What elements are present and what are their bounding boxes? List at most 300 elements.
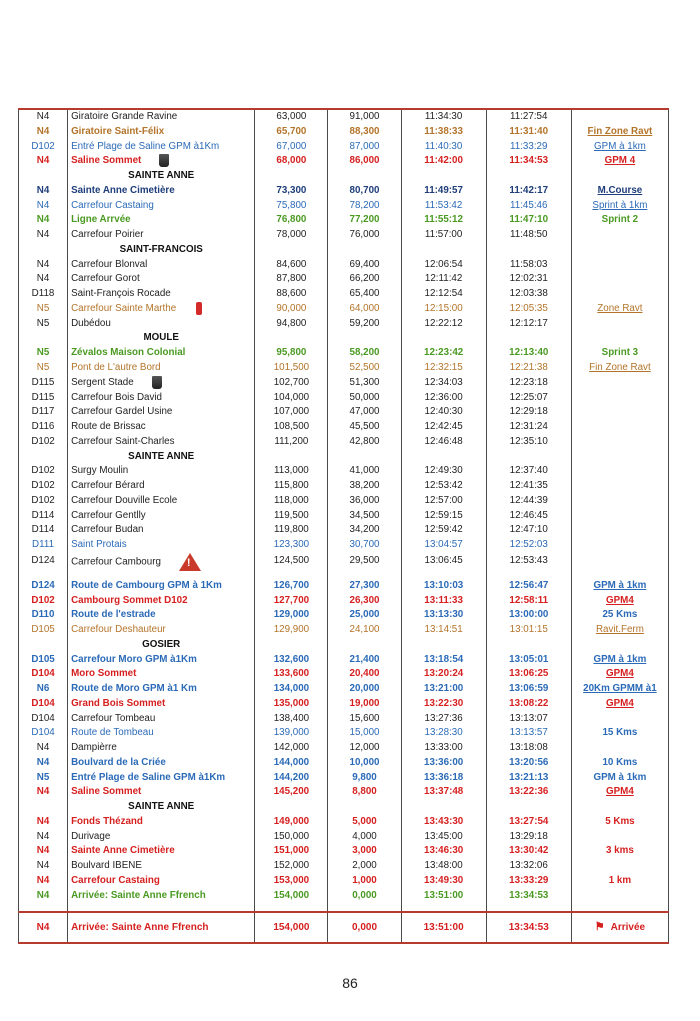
cell-t1: 13:13:30 xyxy=(424,609,464,621)
cell-km1: 145,200 xyxy=(273,786,310,798)
table-row xyxy=(19,140,669,155)
cell-km2: 1,000 xyxy=(352,874,377,886)
cell-t1: 13:20:24 xyxy=(424,668,464,680)
cell-route: D115 xyxy=(31,391,55,403)
cell-note: M.Course xyxy=(597,184,643,196)
cell-km1: 127,700 xyxy=(273,594,310,606)
cell-t1: 12:36:00 xyxy=(424,391,463,403)
cell-note: GPM4 xyxy=(606,594,634,606)
cell-km2: 34,500 xyxy=(349,509,380,521)
cell-name: Durivage xyxy=(71,830,111,842)
cell-route: N4 xyxy=(36,860,50,872)
cell-t2: 13:21:13 xyxy=(509,771,549,783)
cell-route: D102 xyxy=(31,140,55,152)
cell-km2: 58,200 xyxy=(349,347,380,359)
cell-t2: 12:44:39 xyxy=(509,494,548,506)
cell-km2: 0,000 xyxy=(351,921,378,933)
cell-name: Route de l'estrade xyxy=(71,609,156,621)
cell-t2: 12:52:03 xyxy=(509,539,548,551)
cell-route: D102 xyxy=(31,465,55,477)
cell-name: Carrefour Gardel Usine xyxy=(71,406,173,418)
cell-km2: 29,500 xyxy=(349,555,380,567)
cell-route: N4 xyxy=(36,258,50,270)
cell-km2: 30,700 xyxy=(349,539,380,551)
cell-km2: 78,200 xyxy=(349,199,380,211)
cell-km2: 4,000 xyxy=(352,830,377,842)
cell-km2: 47,000 xyxy=(349,406,380,418)
cell-km2: 76,000 xyxy=(349,229,380,241)
cell-route: N5 xyxy=(36,302,50,314)
cell-km1: 108,500 xyxy=(273,421,310,433)
cell-t2: 12:35:10 xyxy=(509,435,548,447)
cell-note: Ravit.Ferm xyxy=(595,624,644,636)
finish-row xyxy=(19,912,669,943)
cell-route: D104 xyxy=(31,697,55,709)
cell-t2: 13:06:59 xyxy=(509,683,549,695)
cell-km1: 152,000 xyxy=(273,860,310,872)
cell-name: Carrefour Poirier xyxy=(71,229,144,241)
cell-name: MOULE xyxy=(143,332,179,344)
table-row xyxy=(19,199,669,214)
section-header-row xyxy=(19,169,669,184)
cell-km2: 0,000 xyxy=(352,889,377,901)
cell-t1: 11:38:33 xyxy=(424,125,463,137)
cell-t1: 13:51:00 xyxy=(423,921,464,933)
cell-note: Fin Zone Ravt xyxy=(587,125,653,137)
cell-name: Route de Cambourg GPM à 1Km xyxy=(71,579,222,591)
cell-t2: 11:42:17 xyxy=(509,184,549,196)
cell-name: Entré Plage de Saline GPM à1Km xyxy=(71,140,220,152)
table-row xyxy=(19,523,669,538)
cell-route: D118 xyxy=(31,288,55,300)
cell-t2: 11:31:40 xyxy=(509,125,549,137)
cell-note: 5 Kms xyxy=(605,815,635,827)
table-row xyxy=(19,420,669,435)
cell-note: GPM à 1km xyxy=(593,771,647,783)
cell-note: GPM4 xyxy=(606,668,634,680)
cell-km2: 88,300 xyxy=(349,125,380,137)
cell-km1: 111,200 xyxy=(274,435,309,447)
cell-t2: 11:33:29 xyxy=(510,140,548,152)
cell-t2: 11:45:46 xyxy=(510,199,548,211)
cell-t1: 12:22:12 xyxy=(424,317,463,329)
table-row xyxy=(19,830,669,845)
cell-t2: 13:34:53 xyxy=(509,889,549,901)
cell-route: D116 xyxy=(31,421,55,433)
cell-t2: 13:29:18 xyxy=(509,830,548,842)
cell-route: D105 xyxy=(31,653,55,665)
cell-t1: 12:46:48 xyxy=(424,435,463,447)
cell-name: Saline Sommet xyxy=(71,155,142,167)
cell-name: Route de Tombeau xyxy=(71,727,154,739)
spacer-row xyxy=(19,903,669,912)
table-row xyxy=(19,741,669,756)
cell-name: Carrefour Sainte Marthe xyxy=(71,302,177,314)
itinerary-body xyxy=(19,109,669,943)
cell-km2: 66,200 xyxy=(349,273,380,285)
cell-t1: 11:40:30 xyxy=(424,140,463,152)
cell-name: Dampièrre xyxy=(71,742,117,754)
cell-km1: 90,000 xyxy=(276,302,307,314)
cell-note: Zone Ravt xyxy=(597,302,643,314)
itinerary-table xyxy=(18,108,669,944)
cell-km1: 118,000 xyxy=(274,494,309,506)
cell-t1: 13:48:00 xyxy=(424,860,463,872)
cell-km2: 24,100 xyxy=(349,624,380,636)
cell-name: Route de Moro GPM à1 Km xyxy=(71,683,197,695)
cell-t2: 11:34:53 xyxy=(509,155,549,167)
cell-name: Surgy Moulin xyxy=(71,465,129,477)
cell-t1: 13:51:00 xyxy=(424,889,464,901)
cell-t2: 12:46:45 xyxy=(509,509,548,521)
cell-route: N4 xyxy=(36,199,50,211)
cell-km1: 65,700 xyxy=(276,125,307,137)
cell-km1: 153,000 xyxy=(273,874,310,886)
cell-route: D105 xyxy=(31,624,55,636)
cell-km1: 119,800 xyxy=(274,524,309,536)
table-row xyxy=(19,579,669,594)
cell-km2: 5,000 xyxy=(352,815,377,827)
cell-name: Arrivée: Sainte Anne Ffrench xyxy=(71,889,206,901)
section-header-row xyxy=(19,331,669,346)
cell-t2: 12:31:24 xyxy=(509,421,548,433)
warning-icon xyxy=(179,553,201,571)
cell-note: GPM 4 xyxy=(604,155,636,167)
cell-note: GPM4 xyxy=(606,786,634,798)
cell-km2: 36,000 xyxy=(349,494,380,506)
cell-route: N5 xyxy=(36,317,50,329)
cell-km2: 87,000 xyxy=(349,140,380,152)
cell-name: Carrefour Castaing xyxy=(71,199,154,211)
cell-t2: 13:08:22 xyxy=(509,697,549,709)
cell-t1: 13:21:00 xyxy=(424,683,464,695)
cell-km2: 12,000 xyxy=(349,742,380,754)
cell-t2: 13:30:42 xyxy=(509,845,549,857)
table-row xyxy=(19,874,669,889)
cell-km2: 2,000 xyxy=(352,860,377,872)
table-row xyxy=(19,317,669,332)
cell-km1: 107,000 xyxy=(273,406,310,418)
cell-route: D111 xyxy=(32,539,55,551)
cell-t2: 13:13:07 xyxy=(509,712,548,724)
cell-km2: 77,200 xyxy=(349,214,380,226)
cell-km2: 51,300 xyxy=(349,376,380,388)
cell-km1: 144,000 xyxy=(273,756,310,768)
cell-note: Sprint 3 xyxy=(601,347,639,359)
cell-t1: 12:49:30 xyxy=(424,465,463,477)
cell-t2: 13:18:08 xyxy=(509,742,548,754)
cell-t1: 13:27:36 xyxy=(424,712,463,724)
table-row xyxy=(19,213,669,228)
table-row xyxy=(19,653,669,668)
cell-route: D102 xyxy=(31,480,55,492)
cell-km1: 84,600 xyxy=(276,258,307,270)
cell-t2: 13:05:01 xyxy=(509,653,549,665)
cell-km1: 88,600 xyxy=(276,288,307,300)
cell-t2: 11:58:03 xyxy=(510,258,548,270)
cell-name: Carrefour Deshauteur xyxy=(71,624,166,636)
cell-t2: 12:53:43 xyxy=(509,555,548,567)
cell-km2: 69,400 xyxy=(349,258,380,270)
cell-route: D104 xyxy=(31,668,55,680)
cell-km1: 126,700 xyxy=(273,579,310,591)
cell-name: Pont de L'autre Bord xyxy=(71,361,161,373)
trash-bin-icon xyxy=(152,376,162,389)
cell-km1: 149,000 xyxy=(273,815,310,827)
cell-km1: 135,000 xyxy=(273,697,310,709)
cell-km2: 10,000 xyxy=(349,756,380,768)
cell-route: N4 xyxy=(36,184,50,196)
section-header-row xyxy=(19,243,669,258)
cell-t1: 12:23:42 xyxy=(424,347,464,359)
cell-km2: 59,200 xyxy=(349,317,380,329)
cell-route: N4 xyxy=(36,155,50,167)
table-row xyxy=(19,346,669,361)
cell-km1: 94,800 xyxy=(276,317,307,329)
cell-km2: 41,000 xyxy=(349,465,380,477)
cell-t1: 12:34:03 xyxy=(424,376,463,388)
cell-t2: 13:06:25 xyxy=(509,668,549,680)
table-row xyxy=(19,608,669,623)
cell-t1: 12:57:00 xyxy=(424,494,463,506)
cell-km2: 9,800 xyxy=(352,771,377,783)
table-row xyxy=(19,228,669,243)
cell-km2: 19,000 xyxy=(349,697,380,709)
cell-note: 10 Kms xyxy=(602,756,638,768)
cell-note: 1 km xyxy=(608,874,632,886)
cell-km1: 87,800 xyxy=(276,273,307,285)
section-header-row xyxy=(19,450,669,465)
cell-name: Entré Plage de Saline GPM à1Km xyxy=(71,771,226,783)
cell-km1: 134,000 xyxy=(273,683,310,695)
cell-route: N4 xyxy=(36,273,50,285)
cell-t2: 12:02:31 xyxy=(509,273,548,285)
cell-route: N4 xyxy=(36,845,50,857)
cell-km2: 20,400 xyxy=(349,668,380,680)
cell-t1: 13:43:30 xyxy=(424,815,464,827)
cell-km1: 123,300 xyxy=(273,539,310,551)
cell-t2: 12:21:38 xyxy=(509,361,548,373)
cell-t2: 11:47:10 xyxy=(509,214,549,226)
section-header-row xyxy=(19,800,669,815)
cell-km1: 78,000 xyxy=(276,229,307,241)
cell-name: Saint-François Rocade xyxy=(71,288,171,300)
cell-t2: 12:25:07 xyxy=(509,391,548,403)
cell-route: N6 xyxy=(36,683,50,695)
cell-t1: 11:53:42 xyxy=(424,199,463,211)
cell-name: Carrefour Moro GPM à1Km xyxy=(71,653,197,665)
cell-route: D102 xyxy=(31,594,55,606)
cell-km1: 150,000 xyxy=(273,830,310,842)
table-row xyxy=(19,682,669,697)
cell-t1: 13:33:00 xyxy=(424,742,463,754)
cell-name: GOSIER xyxy=(142,638,181,650)
table-row xyxy=(19,771,669,786)
cell-km2: 15,000 xyxy=(349,727,380,739)
cell-t2: 12:12:17 xyxy=(509,317,548,329)
cell-km2: 45,500 xyxy=(349,421,380,433)
cell-km1: 133,600 xyxy=(273,668,310,680)
cell-name: Giratoire Saint-Félix xyxy=(71,125,165,137)
cell-km2: 8,800 xyxy=(352,786,377,798)
page-number: 86 xyxy=(342,975,358,991)
table-row xyxy=(19,272,669,287)
cell-route: N4 xyxy=(36,742,50,754)
table-row xyxy=(19,594,669,609)
cell-name: Carrefour Saint-Charles xyxy=(71,435,175,447)
cell-route: D117 xyxy=(31,406,55,418)
cell-t1: 13:14:51 xyxy=(424,624,463,636)
cell-km1: 119,500 xyxy=(274,509,309,521)
cell-t2: 12:58:11 xyxy=(509,594,549,606)
cell-km1: 129,900 xyxy=(273,624,310,636)
cell-t2: 13:33:29 xyxy=(509,874,549,886)
table-row xyxy=(19,815,669,830)
cell-km2: 26,300 xyxy=(349,594,380,606)
cell-note: Sprint 2 xyxy=(601,214,639,226)
cell-t2: 13:34:53 xyxy=(508,921,549,933)
cell-km2: 20,000 xyxy=(349,683,380,695)
table-row xyxy=(19,756,669,771)
cell-name: SAINT-FRANCOIS xyxy=(119,243,203,255)
cell-t2: 13:13:57 xyxy=(509,727,548,739)
cell-km1: 124,500 xyxy=(273,555,310,567)
cell-t1: 13:11:33 xyxy=(424,594,463,606)
cell-km1: 75,800 xyxy=(276,199,307,211)
table-row xyxy=(19,697,669,712)
cell-km1: 102,700 xyxy=(273,376,310,388)
section-header-row xyxy=(19,638,669,653)
cell-t1: 12:42:45 xyxy=(424,421,463,433)
cell-t2: 12:29:18 xyxy=(509,406,548,418)
cell-route: D124 xyxy=(31,555,55,567)
cell-t1: 12:15:00 xyxy=(424,302,463,314)
cell-route: D114 xyxy=(31,509,55,521)
cell-t2: 13:00:00 xyxy=(509,609,549,621)
cell-t2: 12:37:40 xyxy=(509,465,548,477)
cell-t2: 11:27:54 xyxy=(510,111,548,122)
cell-t2: 12:41:35 xyxy=(509,480,548,492)
cell-km1: 142,000 xyxy=(273,742,310,754)
cell-note: Sprint à 1km xyxy=(592,199,648,211)
cell-route: N4 xyxy=(36,830,50,842)
cell-route: D104 xyxy=(31,727,55,739)
cell-t1: 11:42:00 xyxy=(424,155,463,167)
cell-t2: 12:13:40 xyxy=(509,347,549,359)
table-row xyxy=(19,376,669,391)
cell-name: Carrefour Bois David xyxy=(71,391,162,403)
cell-km2: 52,500 xyxy=(349,361,380,373)
cell-route: D102 xyxy=(31,435,55,447)
cell-t2: 13:01:15 xyxy=(509,624,548,636)
cell-t1: 12:12:54 xyxy=(424,288,463,300)
cell-route: N5 xyxy=(36,771,50,783)
cell-t1: 12:06:54 xyxy=(424,258,463,270)
cell-name: Grand Bois Sommet xyxy=(71,697,166,709)
trash-bin-icon xyxy=(159,154,169,167)
table-row xyxy=(19,785,669,800)
cell-route: D104 xyxy=(31,712,55,724)
cell-route: N4 xyxy=(36,229,50,241)
cell-route: N4 xyxy=(36,756,50,768)
table-row xyxy=(19,667,669,682)
cell-name: Sainte Anne Cimetière xyxy=(71,845,175,857)
table-row xyxy=(19,479,669,494)
cell-km2: 27,300 xyxy=(349,579,380,591)
cell-t1: 12:40:30 xyxy=(424,406,463,418)
cell-km1: 151,000 xyxy=(273,845,310,857)
cell-t1: 12:59:42 xyxy=(424,524,463,536)
cell-note: 15 Kms xyxy=(602,727,638,739)
cell-note: GPM à 1km xyxy=(593,579,647,591)
cell-km2: 80,700 xyxy=(349,184,380,196)
cell-route: N4 xyxy=(36,786,50,798)
cell-route: D110 xyxy=(31,609,55,621)
cell-km2: 86,000 xyxy=(349,155,380,167)
cell-t1: 13:22:30 xyxy=(424,697,464,709)
cell-note: GPM4 xyxy=(606,697,634,709)
cell-t2: 12:03:38 xyxy=(509,288,548,300)
cell-km1: 154,000 xyxy=(273,889,310,901)
table-row xyxy=(19,538,669,553)
table-row xyxy=(19,258,669,273)
cell-t1: 13:06:45 xyxy=(424,555,463,567)
table-row xyxy=(19,623,669,638)
cell-km2: 15,600 xyxy=(349,712,380,724)
cell-name: Zévalos Maison Colonial xyxy=(71,347,186,359)
cell-km1: 73,300 xyxy=(276,184,307,196)
cell-t1: 12:53:42 xyxy=(424,480,463,492)
water-bottle-icon xyxy=(196,302,202,315)
cell-note: GPM à 1km xyxy=(594,140,646,152)
cell-km1: 115,800 xyxy=(274,480,309,492)
cell-route: N4 xyxy=(36,921,50,933)
table-row xyxy=(19,889,669,904)
cell-t1: 13:04:57 xyxy=(424,539,463,551)
cell-km1: 132,600 xyxy=(273,653,310,665)
cell-km1: 139,000 xyxy=(273,727,310,739)
table-row xyxy=(19,287,669,302)
cell-t2: 12:47:10 xyxy=(509,524,548,536)
cell-km2: 64,000 xyxy=(349,302,380,314)
table-row xyxy=(19,154,669,169)
table-row xyxy=(19,844,669,859)
table-row xyxy=(19,184,669,199)
cell-t2: 12:05:35 xyxy=(509,302,548,314)
cell-t2: 12:56:47 xyxy=(509,579,549,591)
cell-route: N5 xyxy=(36,347,50,359)
cell-km2: 65,400 xyxy=(349,288,380,300)
cell-km1: 104,000 xyxy=(273,391,310,403)
cell-route: D115 xyxy=(31,376,55,388)
cell-route: N4 xyxy=(36,111,50,122)
cell-name: Ligne Arrvée xyxy=(71,214,131,226)
cell-t1: 11:34:30 xyxy=(424,111,463,122)
cell-note: Fin Zone Ravt xyxy=(589,361,651,373)
cell-route: D102 xyxy=(31,494,55,506)
cell-name: Carrefour Budan xyxy=(71,524,144,536)
cell-note: 25 Kms xyxy=(602,609,638,621)
cell-km2: 50,000 xyxy=(349,391,380,403)
cell-name: Boulvard de la Criée xyxy=(71,756,166,768)
cell-km1: 101,500 xyxy=(273,361,310,373)
finish-flag-icon: ⚑ xyxy=(594,921,605,934)
cell-km1: 113,000 xyxy=(274,465,309,477)
cell-km1: 67,000 xyxy=(276,140,307,152)
cell-km2: 3,000 xyxy=(352,845,377,857)
table-row xyxy=(19,712,669,727)
cell-name: Giratoire Grande Ravine xyxy=(71,111,178,122)
